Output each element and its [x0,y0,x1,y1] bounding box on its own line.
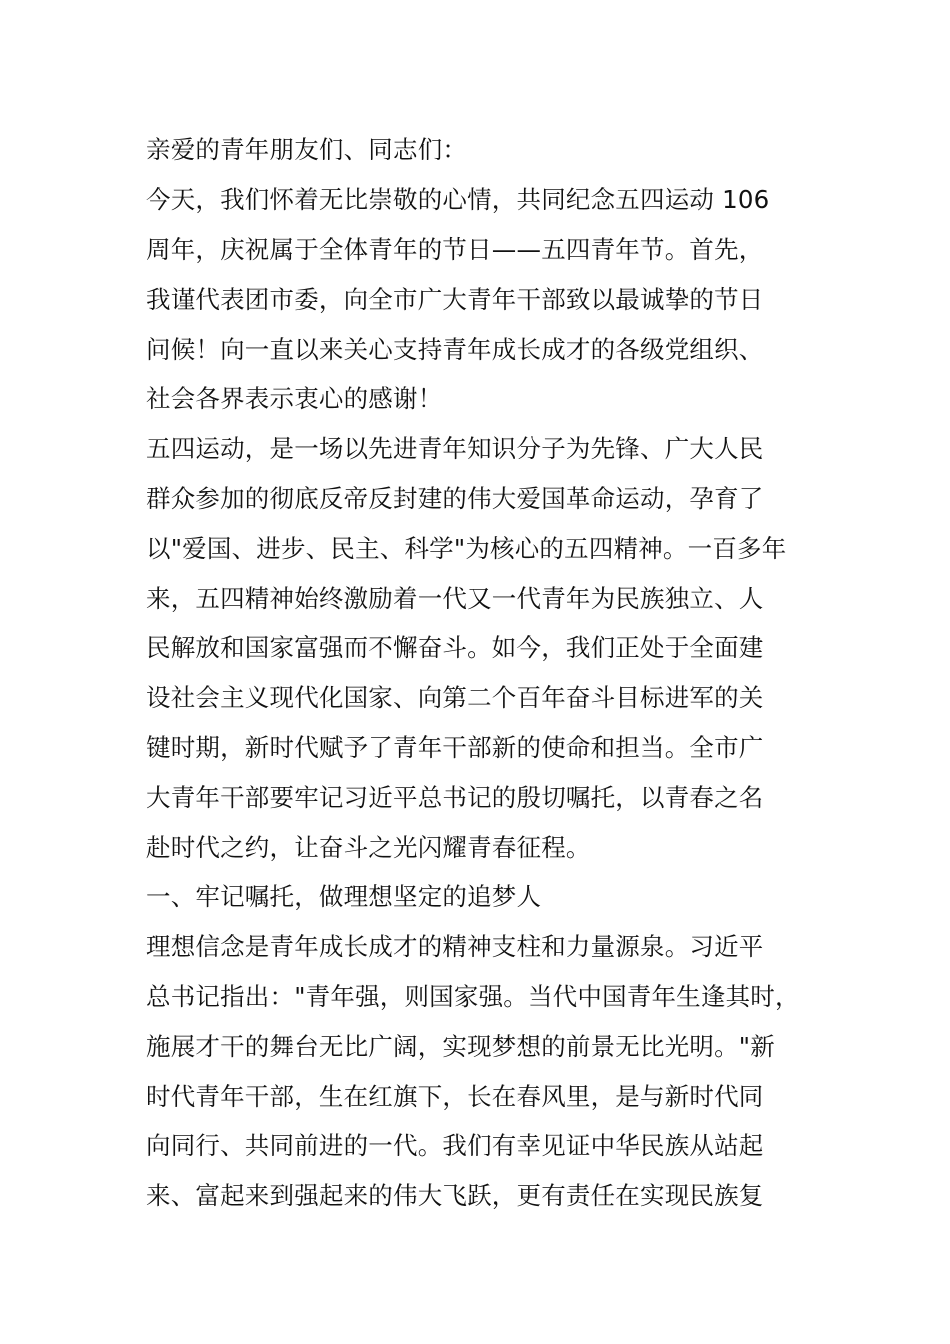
text-line: 向同行、共同前进的一代。我们有幸见证中华民族从站起 [146,1131,764,1160]
text-line: 以"爱国、进步、民主、科学"为核心的五四精神。一百多年 [146,534,787,563]
text-line: 社会各界表示衷心的感谢！ [146,384,443,413]
text-line: 来，五四精神始终激励着一代又一代青年为民族独立、人 [146,584,764,613]
text-line: 我谨代表团市委，向全市广大青年干部致以最诚挚的节日 [146,285,764,314]
text-line: 键时期，新时代赋予了青年干部新的使命和担当。全市广 [146,733,764,762]
text-line: 周年，庆祝属于全体青年的节日——五四青年节。首先， [146,235,764,264]
text-line: 设社会主义现代化国家、向第二个百年奋斗目标进军的关 [146,683,764,712]
text-line: 来、富起来到强起来的伟大飞跃，更有责任在实现民族复 [146,1181,764,1210]
text-line: 五四运动，是一场以先进青年知识分子为先锋、广大人民 [146,434,764,463]
salutation-line: 亲爱的青年朋友们、同志们： [146,135,468,164]
text-line: 理想信念是青年成长成才的精神支柱和力量源泉。习近平 [146,932,764,961]
text-line: 总书记指出："青年强，则国家强。当代中国青年生逢其时， [146,982,800,1011]
text-line: 今天，我们怀着无比崇敬的心情，共同纪念五四运动 106 [146,185,770,214]
text-line: 赴时代之约，让奋斗之光闪耀青春征程。 [146,833,591,862]
text-line: 民解放和国家富强而不懈奋斗。如今，我们正处于全面建 [146,633,764,662]
text-line: 群众参加的彻底反帝反封建的伟大爱国革命运动，孕育了 [146,484,764,513]
text-line: 问候！向一直以来关心支持青年成长成才的各级党组织、 [146,335,764,364]
text-line: 时代青年干部，生在红旗下，长在春风里，是与新时代同 [146,1082,764,1111]
section-heading: 一、牢记嘱托，做理想坚定的追梦人 [146,882,542,911]
text-line: 施展才干的舞台无比广阔，实现梦想的前景无比光明。"新 [146,1032,775,1061]
text-line: 大青年干部要牢记习近平总书记的殷切嘱托，以青春之名 [146,783,764,812]
